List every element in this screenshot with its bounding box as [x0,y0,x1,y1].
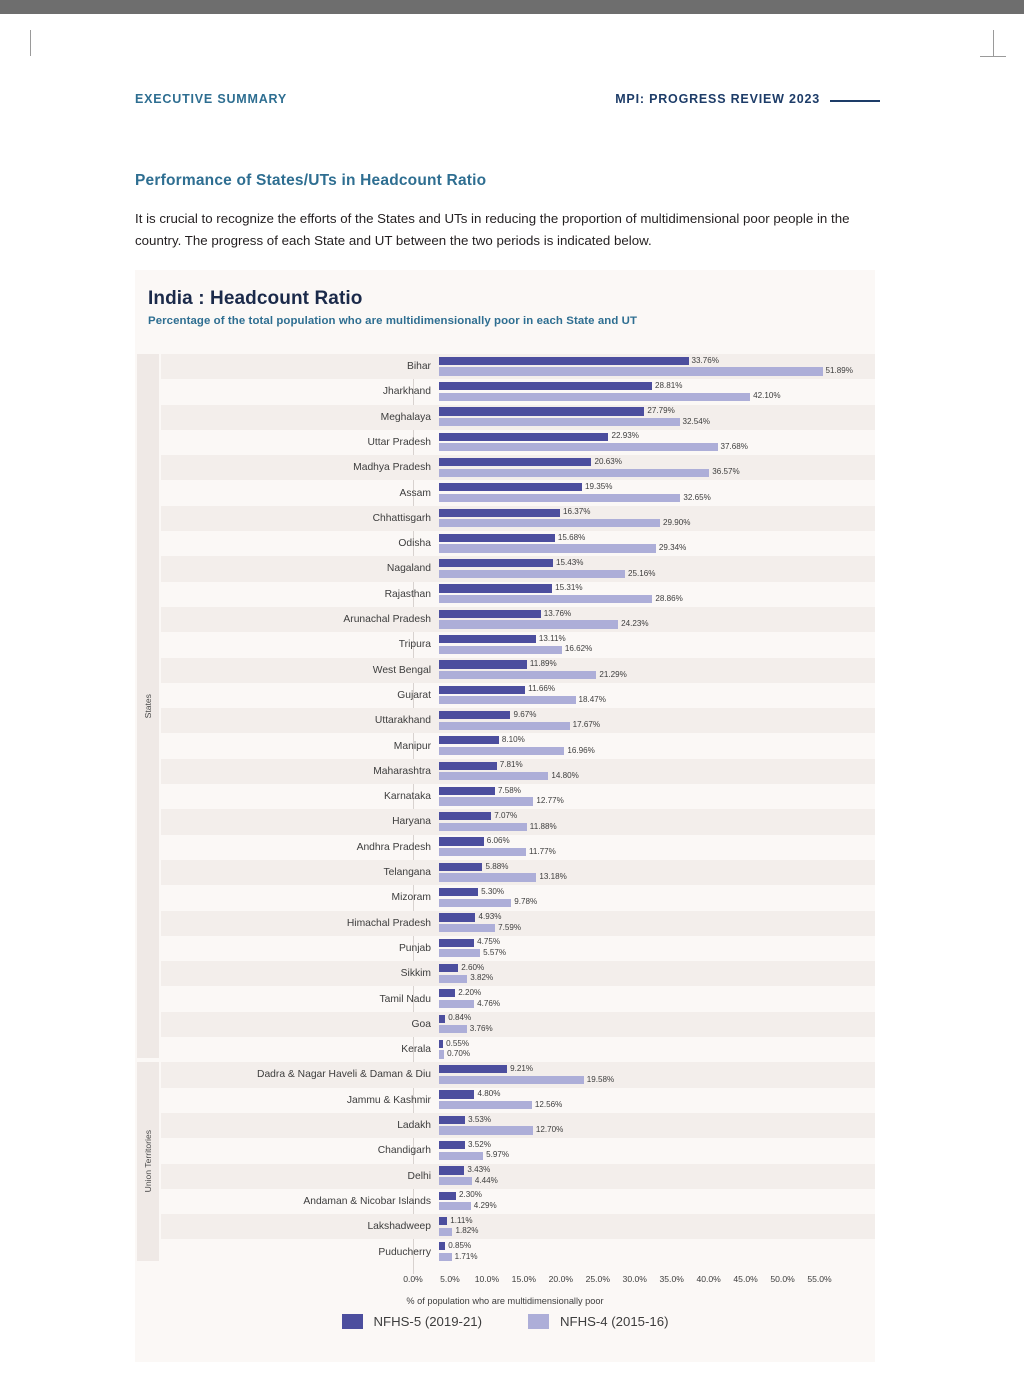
category-label: Nagaland [386,563,431,575]
bar-value-nfhs5: 16.37% [562,507,591,517]
bar-nfhs5 [439,1065,507,1073]
crop-mark-right-horizontal [980,56,1006,57]
bar-pair [439,885,875,910]
bar-pair [439,379,875,404]
bar-pair [439,405,875,430]
category-label: Dadra & Nagar Haveli & Daman & Diu [257,1069,431,1081]
bar-value-nfhs5: 2.60% [461,962,485,972]
legend-swatch [342,1314,363,1329]
bar-value-nfhs4: 12.70% [535,1125,564,1135]
bar-pair [439,1088,875,1113]
bar-pair [439,809,875,834]
bar-pair [439,506,875,531]
category-label: Ladakh [397,1120,431,1131]
chart-row [161,1037,875,1062]
bar-pair [439,354,875,379]
page-header [135,88,880,114]
crop-mark-left [30,30,31,56]
chart-row [161,1214,875,1239]
bar-value-nfhs5: 15.68% [557,532,586,542]
document-page [0,14,1024,1378]
bar-nfhs4 [439,620,618,628]
bar-nfhs5 [439,888,478,896]
page-top-bar [0,0,1024,14]
x-axis-tick-label: 15.0% [511,1274,537,1284]
crop-mark-right-vertical [993,30,994,56]
bar-nfhs5 [439,660,527,668]
bar-value-nfhs4: 5.97% [486,1150,510,1160]
bar-pair [439,1037,875,1062]
bar-nfhs5 [439,686,525,694]
bar-value-nfhs5: 27.79% [647,406,675,416]
bar-value-nfhs4: 11.88% [529,821,557,831]
bar-nfhs5 [439,1090,474,1098]
chart-row [161,354,875,379]
bar-nfhs4 [439,975,467,983]
bar-value-nfhs5: 3.43% [467,1165,491,1175]
bar-pair [439,556,875,581]
bar-nfhs4 [439,570,625,578]
chart-row [161,1138,875,1163]
category-label: Madhya Pradesh [353,462,431,474]
bar-value-nfhs5: 9.21% [510,1063,534,1073]
bar-nfhs4 [439,747,564,755]
bar-pair [439,607,875,632]
x-axis-tick-label: 35.0% [659,1274,684,1284]
bar-value-nfhs4: 4.76% [477,998,501,1008]
bar-value-nfhs4: 17.67% [572,720,601,730]
bar-pair [439,1062,875,1087]
bar-pair [439,430,875,455]
chart-row [161,506,875,531]
bar-nfhs5 [439,610,541,618]
chart-row [161,405,875,430]
category-label: Uttar Pradesh [367,436,431,448]
bar-nfhs5 [439,1141,465,1149]
category-label: Tamil Nadu [379,993,431,1005]
bar-pair [439,1138,875,1163]
x-axis-tick-label: 10.0% [474,1274,500,1284]
bar-value-nfhs4: 3.76% [469,1023,493,1033]
bar-value-nfhs5: 20.63% [594,456,622,466]
bar-nfhs5 [439,837,484,845]
axis-group-band-states [137,354,159,1058]
bar-value-nfhs4: 36.57% [712,467,740,477]
bar-pair [439,1164,875,1189]
bar-nfhs5 [439,1166,464,1174]
bar-nfhs5 [439,559,553,567]
x-axis-tick-label: 45.0% [733,1274,758,1284]
bar-nfhs5 [439,1116,465,1124]
bar-value-nfhs5: 22.93% [611,431,639,441]
category-label: Meghalaya [380,411,431,423]
bar-pair [439,961,875,986]
bar-nfhs4 [439,1076,584,1084]
category-label: Jharkhand [382,386,431,398]
bar-pair [439,1113,875,1138]
chart-row [161,759,875,784]
category-label: Himachal Pradesh [346,917,431,929]
chart-row [161,455,875,480]
chart-plot-area [135,354,875,1274]
bar-nfhs5 [439,711,510,719]
legend-label: NFHS-4 (2015-16) [560,1314,669,1329]
bar-nfhs5 [439,584,552,592]
bar-nfhs4 [439,544,656,552]
bar-nfhs5 [439,635,536,643]
category-label: Karnataka [384,791,431,803]
bar-nfhs4 [439,1228,452,1236]
chart-row [161,658,875,683]
category-label: Sikkim [400,968,431,980]
bar-nfhs4 [439,1202,471,1210]
category-label: Chandigarh [377,1145,431,1157]
chart-legend [135,1314,875,1329]
bar-nfhs5 [439,1015,445,1023]
chart-row [161,1189,875,1214]
bar-value-nfhs4: 4.44% [474,1175,498,1185]
bar-pair [439,734,875,759]
bar-pair [439,1012,875,1037]
axis-group-label-uts: Union Territories [143,1130,153,1193]
bar-nfhs5 [439,863,482,871]
bar-nfhs4 [439,519,660,527]
bar-nfhs4 [439,469,709,477]
bar-value-nfhs4: 5.57% [483,948,507,958]
bar-nfhs4 [439,722,570,730]
bar-pair [439,911,875,936]
bar-nfhs5 [439,382,652,390]
chart-row [161,784,875,809]
category-label: Jammu & Kashmir [346,1094,431,1106]
chart-row [161,556,875,581]
bar-nfhs4 [439,1177,472,1185]
bar-nfhs5 [439,964,458,972]
bar-nfhs4 [439,1152,483,1160]
category-label: Assam [399,487,431,499]
bar-pair [439,1240,875,1265]
chart-row [161,379,875,404]
bar-nfhs5 [439,989,455,997]
bar-value-nfhs4: 18.47% [578,695,606,705]
bar-value-nfhs4: 28.86% [655,593,683,603]
bar-pair [439,759,875,784]
bar-value-nfhs5: 19.35% [585,482,613,492]
intro-paragraph: It is crucial to recognize the efforts of the States and UTs in reducing the proportion of multidimensional poor people in the country. The progress of each State and UT between the two periods is indicated below. [135,211,850,248]
bar-value-nfhs4: 3.82% [470,973,494,983]
bar-value-nfhs5: 2.30% [459,1190,482,1200]
bar-nfhs5 [439,736,499,744]
bar-pair [439,835,875,860]
category-label: Chhattisgarh [372,512,431,524]
bar-value-nfhs5: 11.66% [528,684,556,694]
bar-value-nfhs4: 37.68% [720,442,748,452]
axis-group-label-states: States [143,694,153,719]
bar-value-nfhs4: 1.71% [454,1251,478,1261]
bar-value-nfhs5: 3.52% [468,1139,491,1149]
bar-value-nfhs5: 8.10% [501,735,525,745]
bar-nfhs4 [439,1253,452,1261]
category-label: Goa [411,1018,431,1030]
bar-nfhs4 [439,595,652,603]
bar-value-nfhs5: 5.30% [481,886,505,896]
bar-nfhs4 [439,899,511,907]
x-axis-ticks [403,1274,873,1290]
chart-row [161,835,875,860]
bar-nfhs5 [439,762,497,770]
bar-value-nfhs5: 7.07% [494,810,518,820]
category-label: Rajasthan [384,588,431,600]
bar-nfhs4 [439,772,548,780]
bar-value-nfhs4: 1.82% [455,1226,479,1236]
category-label: Uttarakhand [374,715,431,727]
legend-item[interactable] [342,1314,482,1329]
chart-title: India : Headcount Ratio [148,288,363,309]
bar-value-nfhs4: 4.29% [473,1201,497,1211]
chart-row [161,809,875,834]
chart-row [161,708,875,733]
bar-nfhs4 [439,393,750,401]
bar-value-nfhs5: 4.80% [477,1089,501,1099]
category-label: Mizoram [391,892,431,904]
bar-pair [439,860,875,885]
category-label: Gujarat [397,689,431,701]
bar-nfhs4 [439,1050,444,1058]
bar-value-nfhs4: 11.77% [528,846,556,856]
bar-value-nfhs4: 19.58% [586,1074,615,1084]
bar-nfhs4 [439,443,718,451]
bar-value-nfhs5: 2.20% [458,988,482,998]
bar-nfhs5 [439,483,582,491]
bar-value-nfhs4: 16.96% [567,745,595,755]
bar-nfhs4 [439,1025,467,1033]
x-axis-tick-label: 30.0% [622,1274,647,1284]
category-label: Delhi [407,1170,431,1182]
bar-value-nfhs4: 7.59% [498,922,522,932]
category-label: Maharashtra [373,765,431,777]
bar-value-nfhs5: 1.11% [450,1215,473,1225]
chart-row [161,531,875,556]
category-label: Arunachal Pradesh [343,614,431,625]
bar-value-nfhs5: 0.84% [448,1013,472,1023]
chart-row [161,860,875,885]
bar-value-nfhs4: 14.80% [551,770,579,780]
x-axis-tick-label: 5.0% [440,1274,460,1284]
chart-row [161,1113,875,1138]
bar-value-nfhs5: 13.11% [538,633,566,643]
bar-value-nfhs5: 7.58% [498,785,521,795]
bar-pair [439,481,875,506]
chart-row [161,683,875,708]
bar-value-nfhs4: 12.56% [534,1099,563,1109]
category-label: Tripura [398,639,431,651]
chart-row [161,734,875,759]
bar-value-nfhs5: 0.55% [446,1038,470,1048]
bar-nfhs4 [439,1101,532,1109]
bar-nfhs4 [439,494,680,502]
bar-pair [439,683,875,708]
bar-value-nfhs5: 4.75% [477,937,501,947]
bar-nfhs4 [439,646,562,654]
bar-value-nfhs5: 5.88% [485,861,509,871]
chart-row [161,885,875,910]
chart-subtitle: Percentage of the total population who are multidimensionally poor in each State and UT [148,315,638,327]
chart-card [135,270,875,1362]
bar-nfhs5 [439,433,608,441]
bar-pair [439,455,875,480]
header-section-label: EXECUTIVE SUMMARY [135,92,288,106]
x-axis-tick-label: 50.0% [770,1274,795,1284]
category-label: Andhra Pradesh [356,841,431,853]
bar-pair [439,632,875,657]
bar-nfhs5 [439,913,475,921]
x-axis-title: % of population who are multidimensionally poor [406,1296,604,1306]
bar-nfhs4 [439,823,527,831]
chart-row [161,582,875,607]
x-axis-tick-label: 40.0% [696,1274,721,1284]
bar-value-nfhs4: 29.34% [658,543,687,553]
bar-nfhs5 [439,534,555,542]
bar-value-nfhs4: 12.77% [536,796,564,806]
bar-nfhs5 [439,1040,443,1048]
category-label: Bihar [406,361,431,372]
category-label: Haryana [392,816,431,828]
bar-pair [439,784,875,809]
bar-nfhs5 [439,458,591,466]
bar-pair [439,936,875,961]
bar-nfhs5 [439,357,689,365]
category-label: Andaman & Nicobar Islands [303,1195,431,1207]
bar-value-nfhs5: 33.76% [691,355,719,365]
category-label: West Bengal [372,664,431,676]
header-report-title: MPI: PROGRESS REVIEW 2023 [615,92,820,106]
bar-value-nfhs5: 0.85% [448,1241,472,1251]
bar-value-nfhs4: 29.90% [663,517,691,527]
bar-nfhs4 [439,873,536,881]
bar-value-nfhs5: 9.67% [513,709,537,719]
legend-swatch [528,1314,549,1329]
legend-item[interactable] [528,1314,668,1329]
chart-row [161,1240,875,1265]
bar-value-nfhs5: 28.81% [654,380,683,390]
bar-value-nfhs5: 4.93% [478,912,502,922]
chart-row [161,1164,875,1189]
bar-nfhs5 [439,1242,445,1250]
bar-pair [439,1214,875,1239]
bar-value-nfhs4: 21.29% [599,669,627,679]
bar-nfhs5 [439,812,491,820]
bar-value-nfhs4: 51.89% [825,366,853,376]
bar-nfhs5 [439,509,560,517]
bar-value-nfhs4: 32.54% [682,416,710,426]
category-label: Manipur [393,740,431,752]
bar-value-nfhs5: 11.89% [529,659,557,669]
category-label: Odisha [398,538,431,550]
x-axis-tick-label: 55.0% [807,1274,832,1284]
x-axis-tick-label: 20.0% [548,1274,573,1284]
chart-row [161,481,875,506]
x-axis-tick-label: 0.0% [403,1274,423,1284]
bar-nfhs5 [439,787,495,795]
bar-pair [439,1189,875,1214]
chart-row [161,1088,875,1113]
bar-nfhs4 [439,924,495,932]
legend-label: NFHS-5 (2019-21) [373,1314,482,1329]
bar-nfhs4 [439,671,596,679]
bar-nfhs5 [439,1217,447,1225]
category-label: Lakshadweep [367,1221,431,1233]
category-label: Kerala [401,1044,431,1056]
chart-row [161,1062,875,1087]
bar-nfhs5 [439,1192,456,1200]
bar-pair [439,708,875,733]
bar-nfhs4 [439,797,533,805]
bar-value-nfhs5: 15.31% [555,583,583,593]
bar-value-nfhs4: 16.62% [564,644,593,654]
bar-nfhs4 [439,949,480,957]
header-rule [830,100,880,102]
page-title: Performance of States/UTs in Headcount Ratio [135,172,487,189]
bar-nfhs4 [439,418,680,426]
bar-nfhs4 [439,696,576,704]
bar-pair [439,987,875,1012]
chart-row [161,632,875,657]
bar-value-nfhs4: 25.16% [627,568,656,578]
bar-value-nfhs4: 24.23% [621,619,649,629]
chart-row [161,961,875,986]
category-label: Puducherry [378,1246,431,1258]
bar-value-nfhs4: 42.10% [753,391,781,401]
bar-nfhs4 [439,1000,474,1008]
bar-value-nfhs4: 32.65% [683,492,711,502]
category-label: Punjab [398,942,431,954]
bar-value-nfhs4: 13.18% [539,872,567,882]
bar-value-nfhs5: 7.81% [499,760,523,770]
bar-value-nfhs5: 13.76% [543,608,572,618]
chart-row [161,1012,875,1037]
chart-row [161,911,875,936]
bar-nfhs5 [439,939,474,947]
category-label: Telangana [383,867,431,878]
bar-value-nfhs5: 15.43% [556,557,584,567]
bar-nfhs4 [439,1126,533,1134]
bar-pair [439,658,875,683]
bar-value-nfhs4: 9.78% [514,897,538,907]
bar-value-nfhs5: 6.06% [486,836,510,846]
bar-pair [439,531,875,556]
bar-nfhs4 [439,367,823,375]
bar-value-nfhs4: 0.70% [447,1049,471,1059]
axis-group-band-uts [137,1062,159,1260]
bar-nfhs5 [439,407,644,415]
chart-row [161,607,875,632]
bar-pair [439,582,875,607]
x-axis-tick-label: 25.0% [585,1274,610,1284]
bar-value-nfhs5: 3.53% [468,1114,492,1124]
chart-row [161,987,875,1012]
bar-nfhs4 [439,848,526,856]
chart-row [161,936,875,961]
chart-row [161,430,875,455]
